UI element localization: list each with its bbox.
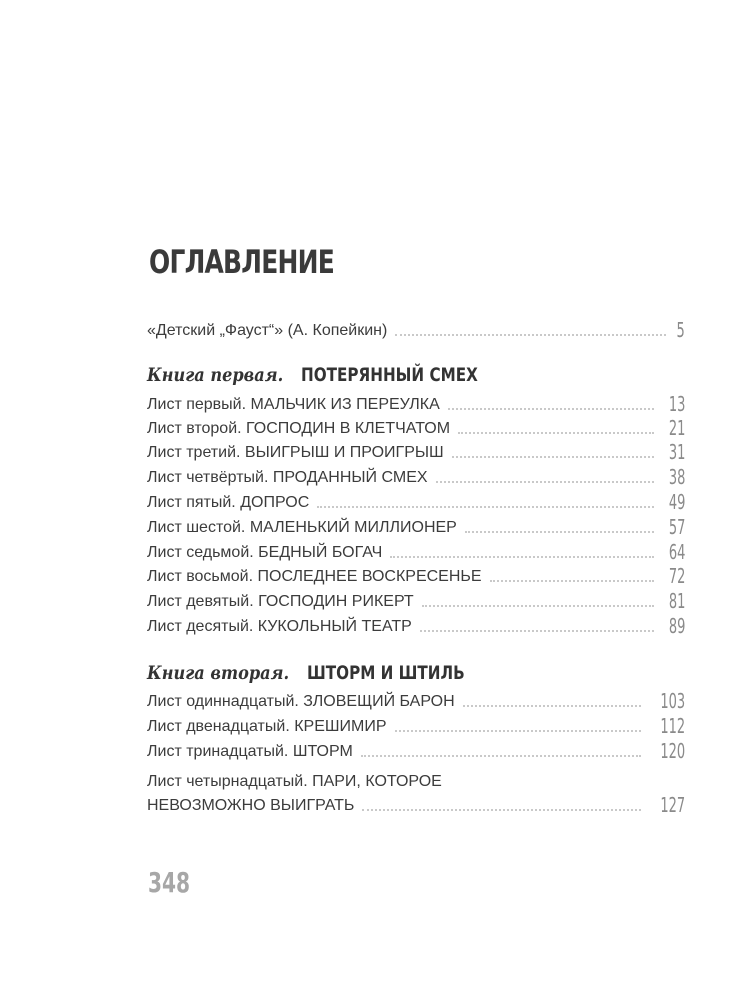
toc-entry-title: Лист шестой. МАЛЕНЬКИЙ МИЛЛИОНЕР	[147, 519, 457, 536]
dot-leader	[452, 456, 654, 458]
section-heading-title: ШТОРМ И ШТИЛЬ	[307, 662, 466, 684]
toc-entry-page: 5	[676, 318, 685, 342]
toc-entry-title: Лист четвёртый. ПРОДАННЫЙ СМЕХ	[147, 469, 428, 486]
section-heading-book-1	[147, 364, 522, 387]
toc-entry-page: 21	[668, 416, 685, 440]
dot-leader	[458, 432, 654, 434]
dot-leader	[395, 334, 666, 336]
toc-entry-title: Лист первый. МАЛЬЧИК ИЗ ПЕРЕУЛКА	[147, 396, 440, 413]
dot-leader	[436, 481, 654, 483]
toc-entry-title: Лист десятый. КУКОЛЬНЫЙ ТЕАТР	[147, 618, 412, 635]
toc-entry-page: 49	[668, 490, 685, 514]
dot-leader	[448, 408, 654, 410]
toc-entry-page: 57	[668, 515, 685, 539]
toc-entry-title-line-1: Лист четырнадцатый. ПАРИ, КОТОРОЕ	[147, 773, 442, 790]
toc-entry-page: 120	[660, 739, 685, 763]
page-number: 348	[148, 866, 191, 899]
page-title: ОГЛАВЛЕНИЕ	[149, 243, 335, 281]
toc-entry[interactable]	[147, 738, 685, 762]
toc-entry-two-line[interactable]	[147, 772, 685, 817]
toc-entry[interactable]	[147, 613, 685, 637]
toc-entry[interactable]	[147, 514, 685, 538]
section-heading-lead: Книга первая.	[147, 364, 284, 386]
toc-entry-page: 64	[668, 540, 685, 564]
toc-entry[interactable]	[147, 588, 685, 612]
toc-entry-intro[interactable]	[147, 317, 685, 341]
toc-entry-title: «Детский „Фауст“» (А. Копейкин)	[147, 322, 388, 339]
toc-entry-title: Лист пятый. ДОПРОС	[147, 494, 310, 511]
toc-entry-title: Лист восьмой. ПОСЛЕДНЕЕ ВОСКРЕСЕНЬЕ	[147, 568, 482, 585]
toc-entry-title: Лист девятый. ГОСПОДИН РИКЕРТ	[147, 593, 414, 610]
dot-leader	[422, 605, 654, 607]
toc-entry-page: 38	[668, 465, 685, 489]
toc-entry-page: 103	[660, 689, 685, 713]
toc-entry-page: 81	[668, 589, 685, 613]
dot-leader	[395, 730, 641, 732]
toc-entry[interactable]	[147, 713, 685, 737]
toc-entry-title: Лист одиннадцатый. ЗЛОВЕЩИЙ БАРОН	[147, 693, 455, 710]
dot-leader	[490, 580, 654, 582]
toc-entry-title: Лист третий. ВЫИГРЫШ И ПРОИГРЫШ	[147, 444, 444, 461]
toc-entry-page: 31	[668, 440, 685, 464]
section-heading-title: ПОТЕРЯННЫЙ СМЕХ	[300, 364, 478, 386]
toc-entry-page: 89	[668, 614, 685, 638]
dot-leader	[465, 531, 654, 533]
toc-entry[interactable]	[147, 489, 685, 513]
toc-entry-title: Лист двенадцатый. КРЕШИМИР	[147, 718, 387, 735]
toc-entry-page: 13	[668, 392, 685, 416]
dot-leader	[362, 809, 640, 811]
toc-entry-title: Лист второй. ГОСПОДИН В КЛЕТЧАТОМ	[147, 420, 451, 437]
toc-entry[interactable]	[147, 439, 685, 463]
toc-entry[interactable]	[147, 539, 685, 563]
toc-entry[interactable]	[147, 688, 685, 712]
dot-leader	[390, 556, 653, 558]
toc-entry-title: Лист седьмой. БЕДНЫЙ БОГАЧ	[147, 544, 383, 561]
dot-leader	[317, 506, 653, 508]
toc-entry-title: Лист тринадцатый. ШТОРМ	[147, 743, 353, 760]
section-heading-book-2	[147, 662, 505, 685]
toc-entry[interactable]	[147, 391, 685, 415]
toc-entry-page: 127	[660, 793, 685, 817]
toc-entry-title-line-2: НЕВОЗМОЖНО ВЫИГРАТЬ	[147, 797, 355, 814]
toc-entry-page: 72	[668, 564, 685, 588]
toc-entry[interactable]	[147, 415, 685, 439]
dot-leader	[463, 705, 641, 707]
toc-entry[interactable]	[147, 563, 685, 587]
toc-entry[interactable]	[147, 464, 685, 488]
section-heading-lead: Книга вторая.	[147, 662, 290, 684]
dot-leader	[361, 755, 641, 757]
toc-entry-page: 112	[660, 714, 685, 738]
dot-leader	[420, 630, 654, 632]
toc-entry-second-line	[147, 792, 685, 816]
